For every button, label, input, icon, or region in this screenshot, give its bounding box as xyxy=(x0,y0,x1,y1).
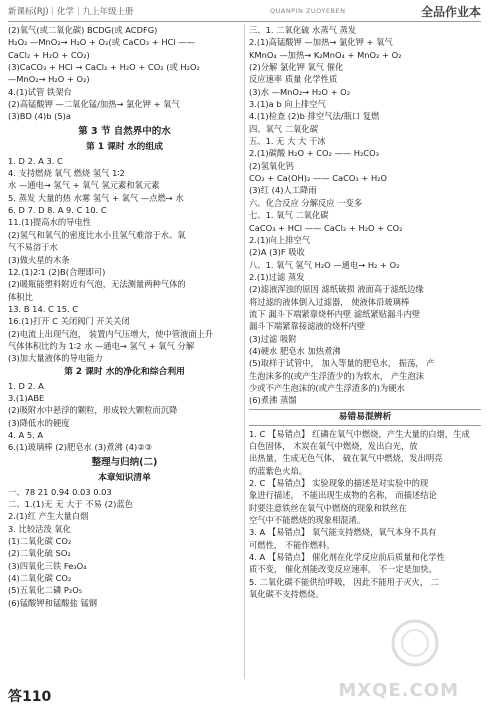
page-footer xyxy=(0,680,489,709)
answer-line: 氧化碳不支持燃烧。 xyxy=(249,589,324,600)
answer-line: CaCO₃ + HCl —— CaCl₂ + H₂O + CO₂ xyxy=(249,222,403,233)
lesson-title: 本章知识清单 xyxy=(98,472,151,483)
answer-line: 1. C 【易错点】 红磷在氧气中燃烧，产生大量的白烟，生成 xyxy=(249,428,470,439)
answer-line: 生泡沫多的(或产生浮渣少的)为软水， 产生泡沫 xyxy=(249,370,425,381)
answer-line: 16.(1)打开 C 关闭阀门 开关关闭 xyxy=(8,316,130,327)
answer-line: (2)A (3)F 吸收 xyxy=(249,247,305,258)
answer-line: (2)氢气和氧气的密度比水小且氢气难溶于水、氧 xyxy=(8,229,186,240)
answer-line: 4. A 5. A xyxy=(8,429,44,440)
answer-line: 4.(1)试管 铁架台 xyxy=(8,86,72,97)
answer-line: 13. B 14. C 15. C xyxy=(8,303,79,314)
answer-line: 5. 蒸发 大量的热 水雾 氢气 + 氧气 —点燃→ 水 xyxy=(8,192,184,203)
answer-column-left xyxy=(8,24,241,609)
answer-line: 反应速率 质量 化学性质 xyxy=(249,74,338,85)
header-brand: 全品作业本 xyxy=(420,5,481,19)
answer-line: 三、1. 二氧化硫 水蒸气 蒸发 xyxy=(249,25,357,35)
answer-line: (2)二氧化硫 SO₂ xyxy=(8,548,71,559)
answer-line: (4)二氧化碳 CO₂ xyxy=(8,573,72,584)
answer-line: (3)BD (4)b (5)a xyxy=(8,111,71,122)
answer-line: 4. 支持燃烧 氧气 燃烧 氢气 1∶2 xyxy=(8,168,125,179)
answer-line: 2.(1)红 产生大量白烟 xyxy=(8,511,89,522)
answer-line: 时要注意铁丝在氧气中燃烧的现象和铁丝在 xyxy=(249,502,407,513)
answer-column-right xyxy=(249,24,481,600)
answer-line: 5. 二氧化碳不能供给呼吸， 因此不能用于灭火， 二 xyxy=(249,576,440,587)
answer-line: 6. D 7. D 8. A 9. C 10. C xyxy=(8,205,107,216)
answer-line: 11.(1)提高水的导电性 xyxy=(8,217,92,228)
answer-line: (3)加大量液体的导电能力 xyxy=(8,353,103,364)
answer-line: 2. C 【易错点】 实验现象的描述是对实验中的现 xyxy=(249,478,429,489)
answer-line: 1. D 2. A 3. C xyxy=(8,155,63,166)
site-watermark: MXQE.COM xyxy=(338,680,459,701)
answer-line: 八、1. 氧气 氢气 H₂O —通电→ H₂ + O₂ xyxy=(249,259,400,270)
answer-line: (4)硬水 肥皂水 加热煮沸 xyxy=(249,345,341,356)
lesson-title: 第 1 课时 水的组成 xyxy=(86,141,163,152)
answer-line: 3.(1)a b 向上排空气 xyxy=(249,99,326,110)
answer-line: 3. A 【易错点】 氧气能支持燃烧，氧气本身不具有 xyxy=(249,527,437,538)
answer-line: 一、78 21 0.94 0.03 0.03 xyxy=(8,486,112,497)
boxed-heading: 易错易混辨析 xyxy=(249,409,481,426)
answer-line: (2)氧气(或二氧化碳) BCDG(或 ACDFG) xyxy=(8,25,158,35)
answer-line: (5)取样于试管中， 加入等量的肥皂水， 振荡， 产 xyxy=(249,358,435,369)
answer-line: CaCl₂ + H₂O + CO₂) xyxy=(8,49,90,60)
answer-line: (2)暖瓶能塑料附近有气泡，无法测量两种气体的 xyxy=(8,279,186,290)
answer-line: 少或不产生泡沫的(或产生浮渣多的)为硬水 xyxy=(249,382,405,393)
section-title: 第 3 节 自然界中的水 xyxy=(78,125,171,137)
answer-line: 2.(1)向上排空气 xyxy=(249,234,311,245)
answer-line: 四、氧气 二氧化碳 xyxy=(249,123,319,134)
answer-line: 漏斗下端紧靠接滤液的烧杯内壁 xyxy=(249,321,366,332)
answer-line: 12.(1)2∶1 (2)B(合理即可) xyxy=(8,266,106,277)
answer-line: (2)滤液浑浊的原因 滤纸破损 液面高于滤纸边缘 xyxy=(249,284,424,295)
answer-line: 气不易溶于水 xyxy=(8,242,58,253)
answer-line: (6)锰酸钾和锰酸盐 锰钢 xyxy=(8,597,98,608)
answer-line: 的蓝紫色火焰。 xyxy=(249,465,308,476)
answer-line: (3)CaCO₃ + HCl → CaCl₂ + H₂O + CO₂ (或 H₂O₂ xyxy=(8,62,200,73)
answer-line: 空气中不能燃烧的现象相混淆。 xyxy=(249,515,366,526)
answer-line: 质不变， 催化剂能改变反应速率， 不一定是加快。 xyxy=(249,564,437,575)
answer-line: 1. D 2. A xyxy=(8,380,44,391)
answer-line: 3. 比较活泼 氧化 xyxy=(8,523,71,534)
lesson-title: 第 2 课时 水的净化和综合利用 xyxy=(64,366,185,377)
answer-line: 将过滤的液体倒入过滤器， 使液体沿玻璃棒 xyxy=(249,296,410,307)
answer-line: (2)吸附水中悬浮的颗粒，形成较大颗粒而沉降 xyxy=(8,405,178,416)
answer-line: CO₂ + Ca(OH)₂ —— CaCO₃ + H₂O xyxy=(249,173,388,184)
answer-line: 3.(1)ABE xyxy=(8,392,45,403)
answer-line: 4.(1)检查 (2)b 排空气法/瓶口 复燃 xyxy=(249,111,380,122)
answer-line: 七、1. 氧气 二氧化碳 xyxy=(249,210,329,221)
answer-line: 2.(1)高锰酸钾 —加热→ 氯化钾 + 氧气 xyxy=(249,37,393,48)
header-book-info: 新课标(RJ)｜化学｜九上年级上册 xyxy=(8,7,134,17)
answer-line: (3)四氧化三铁 Fe₃O₄ xyxy=(8,560,87,571)
answer-line: 2.(1)碳酸 H₂O + CO₂ —— H₂CO₃ xyxy=(249,148,379,159)
answer-line: (1)二氧化碳 CO₂ xyxy=(8,536,72,547)
answer-line: 2.(1)过滤 蒸发 xyxy=(249,271,305,282)
answer-line: 流下 漏斗下端紧靠烧杯内壁 滤纸紧贴漏斗内壁 xyxy=(249,308,421,319)
answer-line: 六、化合反应 分解反应 一变多 xyxy=(249,197,363,208)
answer-line: (6)煮沸 蒸馏 xyxy=(249,395,297,406)
column-divider xyxy=(244,24,245,679)
answer-line: 象进行描述， 不能出现生成物的名称， 而描述结论 xyxy=(249,490,437,501)
answer-line: (2)分解 氯化钾 氧气 催化 xyxy=(249,62,344,73)
answer-line: (5)五氧化二磷 P₂O₅ xyxy=(8,585,83,596)
answer-line: 二、1.(1)无 无 大于 不易 (2)蓝色 xyxy=(8,499,133,509)
answer-line: (3)水 —MnO₂→ H₂O + O₂ xyxy=(249,86,351,97)
watermark-stamp-icon xyxy=(380,618,450,668)
answer-line: 五、1. 无 大 大 干冰 xyxy=(249,136,326,147)
answer-line: (3)做火星的木条 xyxy=(8,254,70,265)
answer-line: (3)过滤 吸附 xyxy=(249,333,297,344)
answer-line: (3)降低水的硬度 xyxy=(8,417,70,428)
answer-line: 可燃性， 不能作燃料。 xyxy=(249,539,335,550)
page-number: 答110 xyxy=(8,689,52,705)
answer-line: 水 —通电→ 氢气 + 氧气 氢元素和氧元素 xyxy=(8,180,160,191)
section-title: 整理与归纳(二) xyxy=(91,456,158,468)
header-pinyin: QUANPIN ZUOYEBEN xyxy=(270,7,346,15)
answer-line: (2)高锰酸钾 —二氧化锰/加热→ 氯化钾 + 氧气 xyxy=(8,99,180,110)
answer-line: (2)氢氧化钙 xyxy=(249,160,294,171)
answer-line: 体积比 xyxy=(8,291,33,302)
answer-line: 出热量，生成无色气体， 硫在氧气中燃烧，发出明亮 xyxy=(249,453,443,464)
answer-line: 6.(1)玻璃棒 (2)肥皂水 (3)煮沸 (4)②③ xyxy=(8,442,153,453)
answer-line: 气体体积比约为 1∶2 水 —通电→ 氢气 + 氧气 分解 xyxy=(8,340,195,351)
page-header xyxy=(0,0,489,22)
answer-line: 4. A 【易错点】 催化剂在化学反应前后质量和化学性 xyxy=(249,552,445,563)
answer-line: KMnO₄ —加热→ K₂MnO₄ + MnO₂ + O₂ xyxy=(249,49,402,60)
answer-line: (3)红 (4)人工降雨 xyxy=(249,185,317,196)
answer-line: (2)电流上出现气泡， 装置内气压增大，使中管液面上升 xyxy=(8,328,214,339)
answer-line: 白色固体， 木炭在氧气中燃烧，发出白光，放 xyxy=(249,441,418,451)
answer-line: —MnO₂→ H₂O + O₂) xyxy=(8,74,90,85)
answer-line: H₂O₂ —MnO₂→ H₂O + O₂(或 CaCO₃ + HCl —— xyxy=(8,37,195,48)
header-rule xyxy=(8,21,481,22)
